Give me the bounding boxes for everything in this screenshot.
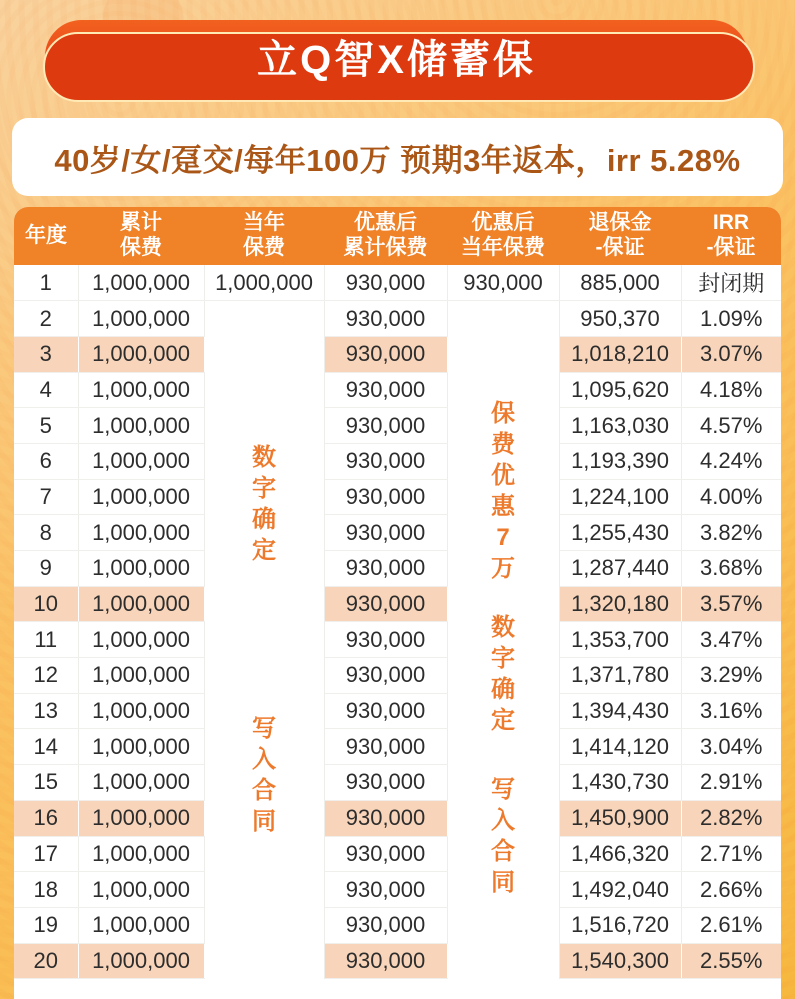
- cell-surrender-guaranteed: 1,193,390: [559, 443, 681, 479]
- header-label: IRR: [712, 211, 750, 235]
- cell-surrender-guaranteed: 950,370: [559, 301, 681, 337]
- vertical-note: 写 入 合 同: [491, 776, 515, 897]
- cell-irr-guaranteed: 1.09%: [681, 301, 781, 337]
- cell-surrender-guaranteed: 1,540,300: [559, 943, 681, 979]
- cell-annual-premium: 1,000,000: [204, 265, 324, 301]
- table-row: [14, 800, 781, 836]
- cell-irr-guaranteed: 3.68%: [681, 551, 781, 587]
- cell-year: 20: [14, 943, 78, 979]
- cell-irr-guaranteed: 4.18%: [681, 372, 781, 408]
- cell-irr-guaranteed: 4.24%: [681, 443, 781, 479]
- table-row: [14, 622, 781, 658]
- cell-discounted-cumulative: 930,000: [324, 336, 447, 372]
- cell-discounted-cumulative: 930,000: [324, 943, 447, 979]
- table-row: [14, 265, 781, 301]
- cell-surrender-guaranteed: 1,353,700: [559, 622, 681, 658]
- cell-irr-guaranteed: 2.61%: [681, 907, 781, 943]
- cell-cumulative-premium: 1,000,000: [78, 515, 204, 551]
- header-discounted-annual: 优惠后 当年保费: [447, 207, 559, 265]
- merged-discounted-annual-cell: [447, 301, 559, 979]
- cell-irr-guaranteed: 4.00%: [681, 479, 781, 515]
- table-row: [14, 443, 781, 479]
- cell-year: 2: [14, 301, 78, 337]
- header-label: 累计: [120, 211, 162, 235]
- cell-irr-guaranteed: 2.71%: [681, 836, 781, 872]
- cell-surrender-guaranteed: 1,516,720: [559, 907, 681, 943]
- cell-year: 5: [14, 408, 78, 444]
- cell-surrender-guaranteed: 1,414,120: [559, 729, 681, 765]
- cell-cumulative-premium: 1,000,000: [78, 658, 204, 694]
- cell-irr-guaranteed: 3.16%: [681, 693, 781, 729]
- cell-cumulative-premium: 1,000,000: [78, 301, 204, 337]
- cell-cumulative-premium: 1,000,000: [78, 551, 204, 587]
- cell-year: 17: [14, 836, 78, 872]
- cell-year: 3: [14, 336, 78, 372]
- table-header: [14, 207, 781, 265]
- cell-discounted-cumulative: 930,000: [324, 515, 447, 551]
- header-irr-guaranteed: IRR -保证: [681, 207, 781, 265]
- header-label: 优惠后: [354, 211, 417, 235]
- cell-surrender-guaranteed: 1,371,780: [559, 658, 681, 694]
- cell-cumulative-premium: 1,000,000: [78, 872, 204, 908]
- cell-irr-guaranteed: 2.82%: [681, 800, 781, 836]
- title-banner: [45, 20, 748, 93]
- cell-irr-guaranteed: 3.29%: [681, 658, 781, 694]
- cell-discounted-cumulative: 930,000: [324, 907, 447, 943]
- table-row: [14, 872, 781, 908]
- cell-discounted-cumulative: 930,000: [324, 586, 447, 622]
- cell-surrender-guaranteed: 1,095,620: [559, 372, 681, 408]
- cell-irr-guaranteed: 4.57%: [681, 408, 781, 444]
- cell-irr-guaranteed: 2.91%: [681, 765, 781, 801]
- cell-surrender-guaranteed: 1,287,440: [559, 551, 681, 587]
- cell-discounted-cumulative: 930,000: [324, 479, 447, 515]
- table-row: [14, 693, 781, 729]
- cell-irr-guaranteed: 2.66%: [681, 872, 781, 908]
- cell-year: 6: [14, 443, 78, 479]
- cell-discounted-cumulative: 930,000: [324, 836, 447, 872]
- cell-discounted-cumulative: 930,000: [324, 408, 447, 444]
- cell-irr-guaranteed: 3.07%: [681, 336, 781, 372]
- header-year: [14, 207, 78, 265]
- table-row: [14, 586, 781, 622]
- cell-cumulative-premium: 1,000,000: [78, 836, 204, 872]
- product-title: 立Q智X储蓄保: [257, 38, 536, 82]
- cell-surrender-guaranteed: 1,224,100: [559, 479, 681, 515]
- cell-discounted-cumulative: 930,000: [324, 443, 447, 479]
- benefit-table-card: [14, 207, 781, 999]
- cell-surrender-guaranteed: 1,492,040: [559, 872, 681, 908]
- cell-cumulative-premium: 1,000,000: [78, 622, 204, 658]
- table-row: [14, 372, 781, 408]
- cell-year: 10: [14, 586, 78, 622]
- cell-cumulative-premium: 1,000,000: [78, 586, 204, 622]
- cell-year: 16: [14, 800, 78, 836]
- vertical-note: 保 费 优 惠 7 万: [491, 399, 515, 582]
- cell-cumulative-premium: 1,000,000: [78, 800, 204, 836]
- cell-surrender-guaranteed: 1,450,900: [559, 800, 681, 836]
- table-row: [14, 479, 781, 515]
- cell-discounted-cumulative: 930,000: [324, 301, 447, 337]
- table-row: [14, 836, 781, 872]
- benefit-table: [14, 207, 781, 979]
- cell-discounted-cumulative: 930,000: [324, 622, 447, 658]
- header-label: 年度: [25, 223, 67, 247]
- header-discounted-cumulative: 优惠后 累计保费: [324, 207, 447, 265]
- plan-summary-text: 40岁/女/趸交/每年100万 预期3年返本，irr 5.28%: [54, 142, 741, 178]
- cell-discounted-annual: 930,000: [447, 265, 559, 301]
- table-row: [14, 729, 781, 765]
- cell-surrender-guaranteed: 1,163,030: [559, 408, 681, 444]
- table-row: [14, 943, 781, 979]
- cell-surrender-guaranteed: 1,320,180: [559, 586, 681, 622]
- cell-year: 12: [14, 658, 78, 694]
- cell-irr-guaranteed: 3.47%: [681, 622, 781, 658]
- cell-discounted-cumulative: 930,000: [324, 265, 447, 301]
- subtitle-card: [12, 118, 783, 196]
- cell-discounted-cumulative: 930,000: [324, 729, 447, 765]
- cell-surrender-guaranteed: 885,000: [559, 265, 681, 301]
- cell-discounted-cumulative: 930,000: [324, 693, 447, 729]
- table-row: [14, 907, 781, 943]
- merged-annual-premium-cell: [204, 301, 324, 979]
- table-row: [14, 658, 781, 694]
- table-row: [14, 515, 781, 551]
- table-body: [14, 265, 781, 979]
- cell-year: 15: [14, 765, 78, 801]
- header-label: 退保金: [588, 211, 652, 235]
- header-label: 优惠后: [471, 211, 535, 235]
- table-row: [14, 408, 781, 444]
- vertical-note: 数 字 确 定: [491, 613, 515, 734]
- cell-cumulative-premium: 1,000,000: [78, 408, 204, 444]
- cell-year: 7: [14, 479, 78, 515]
- cell-year: 13: [14, 693, 78, 729]
- cell-year: 14: [14, 729, 78, 765]
- table-row: [14, 551, 781, 587]
- vertical-note: 写 入 合 同: [252, 715, 276, 836]
- cell-surrender-guaranteed: 1,018,210: [559, 336, 681, 372]
- cell-surrender-guaranteed: 1,430,730: [559, 765, 681, 801]
- cell-cumulative-premium: 1,000,000: [78, 907, 204, 943]
- cell-cumulative-premium: 1,000,000: [78, 443, 204, 479]
- cell-cumulative-premium: 1,000,000: [78, 943, 204, 979]
- cell-irr-guaranteed: 2.55%: [681, 943, 781, 979]
- cell-surrender-guaranteed: 1,466,320: [559, 836, 681, 872]
- cell-year: 9: [14, 551, 78, 587]
- cell-year: 18: [14, 872, 78, 908]
- cell-cumulative-premium: 1,000,000: [78, 765, 204, 801]
- cell-cumulative-premium: 1,000,000: [78, 479, 204, 515]
- cell-discounted-cumulative: 930,000: [324, 800, 447, 836]
- cell-cumulative-premium: 1,000,000: [78, 693, 204, 729]
- cell-year: 1: [14, 265, 78, 301]
- vertical-note: 数 字 确 定: [252, 444, 276, 565]
- cell-irr-guaranteed: 3.04%: [681, 729, 781, 765]
- header-label: 当年: [243, 211, 285, 235]
- cell-discounted-cumulative: 930,000: [324, 658, 447, 694]
- header-cumulative-premium: 累计 保费: [78, 207, 204, 265]
- cell-irr-guaranteed: 3.82%: [681, 515, 781, 551]
- table-row: [14, 336, 781, 372]
- cell-discounted-cumulative: 930,000: [324, 765, 447, 801]
- cell-year: 8: [14, 515, 78, 551]
- cell-year: 4: [14, 372, 78, 408]
- table-row: [14, 765, 781, 801]
- cell-year: 19: [14, 907, 78, 943]
- header-annual-premium: 当年 保费: [204, 207, 324, 265]
- cell-irr-guaranteed: 封闭期: [681, 265, 781, 301]
- cell-surrender-guaranteed: 1,394,430: [559, 693, 681, 729]
- cell-discounted-cumulative: 930,000: [324, 372, 447, 408]
- cell-surrender-guaranteed: 1,255,430: [559, 515, 681, 551]
- header-surrender-guaranteed: 退保金 -保证: [559, 207, 681, 265]
- cell-cumulative-premium: 1,000,000: [78, 729, 204, 765]
- table-row: [14, 301, 781, 337]
- cell-cumulative-premium: 1,000,000: [78, 265, 204, 301]
- cell-discounted-cumulative: 930,000: [324, 551, 447, 587]
- cell-cumulative-premium: 1,000,000: [78, 336, 204, 372]
- cell-discounted-cumulative: 930,000: [324, 872, 447, 908]
- cell-year: 11: [14, 622, 78, 658]
- cell-cumulative-premium: 1,000,000: [78, 372, 204, 408]
- cell-irr-guaranteed: 3.57%: [681, 586, 781, 622]
